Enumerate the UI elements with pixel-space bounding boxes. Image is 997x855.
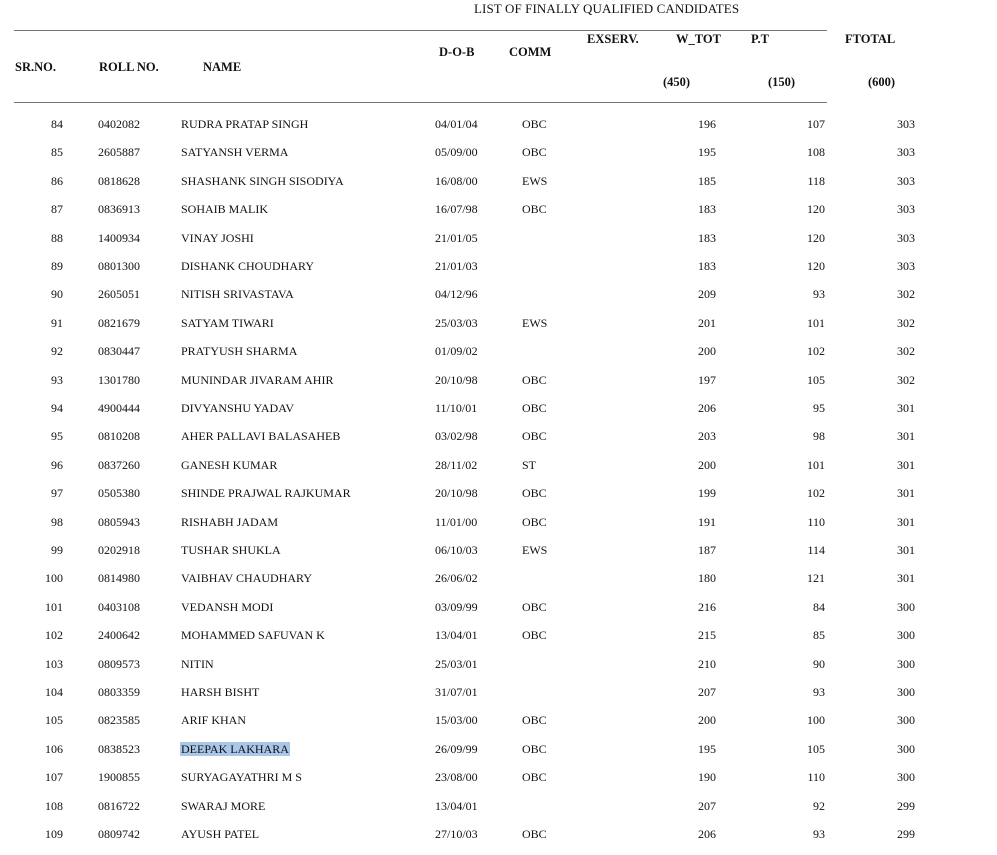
cell-sr-no: 100 [45, 571, 63, 586]
cell-name: TUSHAR SHUKLA [181, 543, 281, 557]
cell-pt: 101 [807, 457, 825, 472]
header-pt: P.T [751, 32, 769, 46]
cell-name: SHASHANK SINGH SISODIYA [181, 173, 344, 188]
cell-dob: 26/06/02 [435, 571, 478, 586]
cell-dob: 16/07/98 [435, 202, 478, 217]
cell-ftotal: 302 [897, 372, 915, 387]
cell-ftotal: 300 [897, 685, 915, 699]
cell-dob: 25/03/03 [435, 315, 478, 330]
table-row [0, 174, 997, 202]
cell-comm: OBC [522, 486, 547, 501]
cell-dob: 25/03/01 [435, 656, 478, 671]
cell-pt: 101 [807, 315, 825, 330]
cell-sr-no: 109 [45, 827, 63, 841]
cell-dob: 04/01/04 [435, 117, 478, 131]
cell-pt: 107 [807, 117, 825, 131]
cell-w-tot: 195 [698, 741, 716, 756]
cell-sr-no: 89 [51, 259, 63, 273]
cell-ftotal: 300 [897, 770, 915, 785]
cell-name: VINAY JOSHI [181, 230, 254, 245]
header-sr-no: SR.NO. [15, 60, 56, 74]
cell-dob: 20/10/98 [435, 486, 478, 501]
cell-sr-no: 86 [51, 173, 63, 188]
cell-roll-no: 0821679 [98, 315, 140, 330]
header-w-tot: W_TOT [676, 32, 721, 46]
cell-ftotal: 302 [897, 344, 915, 359]
cell-w-tot: 216 [698, 599, 716, 614]
cell-pt: 120 [807, 259, 825, 273]
cell-ftotal: 300 [897, 628, 915, 643]
cell-dob: 16/08/00 [435, 173, 478, 188]
cell-sr-no: 96 [51, 457, 63, 472]
table-row [0, 799, 997, 827]
cell-dob: 31/07/01 [435, 685, 478, 699]
cell-ftotal: 300 [897, 713, 915, 728]
cell-ftotal: 301 [897, 571, 915, 586]
table-row [0, 486, 997, 514]
table-row [0, 373, 997, 401]
page-title: LIST OF FINALLY QUALIFIED CANDIDATES [474, 1, 740, 16]
cell-w-tot: 180 [698, 571, 716, 586]
cell-ftotal: 301 [897, 514, 915, 529]
cell-sr-no: 88 [51, 230, 63, 245]
cell-roll-no: 0814980 [98, 571, 140, 586]
cell-w-tot: 215 [698, 628, 716, 643]
cell-name: SOHAIB MALIK [181, 202, 268, 217]
cell-w-tot: 183 [698, 230, 716, 245]
cell-sr-no: 103 [45, 656, 63, 671]
cell-comm: OBC [522, 827, 547, 841]
cell-dob: 20/10/98 [435, 372, 478, 387]
cell-pt: 93 [813, 685, 825, 699]
table-row [0, 742, 997, 770]
header-pt-max: (150) [768, 75, 796, 89]
cell-pt: 120 [807, 230, 825, 245]
cell-comm: OBC [522, 713, 547, 728]
cell-comm: EWS [522, 315, 548, 330]
cell-ftotal: 303 [897, 230, 915, 245]
header-exserv: EXSERV. [587, 32, 639, 46]
cell-w-tot: 201 [698, 315, 716, 330]
cell-dob: 26/09/99 [435, 741, 478, 756]
cell-pt: 120 [807, 202, 825, 217]
cell-name: VAIBHAV CHAUDHARY [181, 571, 313, 586]
cell-roll-no: 0803359 [98, 685, 140, 699]
header-ftotal: FTOTAL [845, 32, 896, 46]
cell-comm: OBC [522, 770, 547, 785]
cell-ftotal: 301 [897, 429, 915, 444]
cell-w-tot: 200 [698, 457, 716, 472]
cell-name: SWARAJ MORE [181, 798, 266, 813]
cell-sr-no: 108 [45, 798, 63, 813]
cell-pt: 114 [807, 543, 825, 557]
cell-sr-no: 84 [51, 117, 63, 131]
header-name: NAME [203, 60, 242, 74]
cell-name: NITIN [181, 656, 214, 671]
table-row [0, 316, 997, 344]
cell-w-tot: 203 [698, 429, 716, 444]
cell-comm: EWS [522, 173, 548, 188]
cell-pt: 102 [807, 344, 825, 359]
table-row [0, 827, 997, 855]
cell-name: AYUSH PATEL [181, 827, 260, 841]
cell-comm: OBC [522, 514, 547, 529]
cell-pt: 93 [813, 287, 825, 302]
cell-w-tot: 206 [698, 401, 716, 415]
table-row [0, 458, 997, 486]
cell-w-tot: 196 [698, 117, 716, 131]
cell-comm: OBC [522, 145, 547, 160]
cell-dob: 01/09/02 [435, 344, 478, 359]
cell-w-tot: 187 [698, 543, 716, 557]
cell-comm: EWS [522, 543, 548, 557]
cell-pt: 92 [813, 798, 825, 813]
cell-sr-no: 87 [51, 202, 63, 217]
cell-pt: 95 [813, 401, 825, 415]
cell-name [181, 742, 290, 757]
cell-pt: 85 [813, 628, 825, 643]
cell-ftotal: 303 [897, 173, 915, 188]
cell-name: SATYAM TIWARI [181, 315, 274, 330]
cell-pt: 93 [813, 827, 825, 841]
cell-roll-no: 0823585 [98, 713, 140, 728]
cell-w-tot: 209 [698, 287, 716, 302]
cell-comm: OBC [522, 599, 547, 614]
cell-name: HARSH BISHT [181, 685, 260, 699]
cell-ftotal: 301 [897, 543, 915, 557]
cell-ftotal: 301 [897, 401, 915, 415]
cell-comm: OBC [522, 117, 547, 131]
cell-roll-no: 1301780 [98, 372, 140, 387]
cell-roll-no: 0818628 [98, 173, 140, 188]
cell-roll-no: 0202918 [98, 543, 140, 557]
cell-name: NITISH SRIVASTAVA [181, 287, 294, 302]
cell-pt: 98 [813, 429, 825, 444]
cell-dob: 28/11/02 [435, 457, 478, 472]
table-row [0, 145, 997, 173]
cell-pt: 102 [807, 486, 825, 501]
cell-dob: 03/09/99 [435, 599, 478, 614]
cell-roll-no: 0403108 [98, 599, 140, 614]
cell-ftotal: 302 [897, 315, 915, 330]
cell-comm: OBC [522, 202, 547, 217]
cell-name: SATYANSH VERMA [181, 145, 289, 160]
cell-sr-no: 91 [51, 315, 63, 330]
cell-roll-no: 0505380 [98, 486, 140, 501]
table-row [0, 657, 997, 685]
cell-roll-no: 2400642 [98, 628, 140, 643]
cell-w-tot: 207 [698, 798, 716, 813]
cell-dob: 05/09/00 [435, 145, 478, 160]
cell-sr-no: 106 [45, 741, 63, 756]
cell-w-tot: 206 [698, 827, 716, 841]
table-row [0, 202, 997, 230]
cell-sr-no: 107 [45, 770, 63, 785]
cell-sr-no: 85 [51, 145, 63, 160]
cell-sr-no: 94 [51, 401, 63, 415]
cell-ftotal: 300 [897, 599, 915, 614]
header-comm: COMM [509, 45, 552, 59]
cell-sr-no: 93 [51, 372, 63, 387]
header-w-tot-max: (450) [663, 75, 691, 89]
cell-dob: 11/01/00 [435, 514, 478, 529]
table-row [0, 571, 997, 599]
cell-sr-no: 102 [45, 628, 63, 643]
cell-ftotal: 303 [897, 117, 915, 131]
cell-name: GANESH KUMAR [181, 457, 278, 472]
cell-roll-no: 4900444 [98, 401, 140, 415]
cell-pt: 108 [807, 145, 825, 160]
cell-dob: 13/04/01 [435, 798, 478, 813]
cell-name: MOHAMMED SAFUVAN K [181, 628, 325, 643]
header-dob: D-O-B [439, 45, 475, 59]
cell-name: SURYAGAYATHRI M S [181, 770, 302, 785]
cell-roll-no: 0816722 [98, 798, 140, 813]
table-row [0, 344, 997, 372]
cell-roll-no: 1900855 [98, 770, 140, 785]
table-row [0, 628, 997, 656]
table-row [0, 401, 997, 429]
table-row [0, 770, 997, 798]
cell-roll-no: 1400934 [98, 230, 140, 245]
cell-roll-no: 0837260 [98, 457, 140, 472]
cell-w-tot: 199 [698, 486, 716, 501]
cell-roll-no: 0838523 [98, 741, 140, 756]
cell-dob: 27/10/03 [435, 827, 478, 841]
cell-sr-no: 90 [51, 287, 63, 302]
cell-name: RISHABH JADAM [181, 514, 279, 529]
cell-ftotal: 303 [897, 202, 915, 217]
cell-sr-no: 92 [51, 344, 63, 359]
header-bottom-rule [14, 102, 827, 103]
cell-roll-no: 0809742 [98, 827, 140, 841]
cell-pt: 110 [807, 770, 825, 785]
cell-w-tot: 183 [698, 202, 716, 217]
table-row [0, 429, 997, 457]
cell-ftotal: 299 [897, 798, 915, 813]
cell-roll-no: 0836913 [98, 202, 140, 217]
cell-roll-no: 2605887 [98, 145, 140, 160]
table-row [0, 685, 997, 713]
cell-name: RUDRA PRATAP SINGH [181, 117, 309, 131]
cell-pt: 121 [807, 571, 825, 586]
cell-sr-no: 99 [51, 543, 63, 557]
cell-dob: 23/08/00 [435, 770, 478, 785]
cell-ftotal: 303 [897, 145, 915, 160]
cell-dob: 15/03/00 [435, 713, 478, 728]
cell-roll-no: 0830447 [98, 344, 140, 359]
table-row [0, 231, 997, 259]
highlighted-name: DEEPAK LAKHARA [181, 741, 289, 756]
cell-name: MUNINDAR JIVARAM AHIR [181, 372, 334, 387]
cell-sr-no: 98 [51, 514, 63, 529]
cell-pt: 105 [807, 741, 825, 756]
table-row [0, 117, 997, 145]
cell-w-tot: 195 [698, 145, 716, 160]
cell-dob: 11/10/01 [435, 401, 478, 415]
table-row [0, 600, 997, 628]
cell-w-tot: 190 [698, 770, 716, 785]
header-top-rule [14, 30, 827, 31]
cell-w-tot: 197 [698, 372, 716, 387]
table-row [0, 543, 997, 571]
cell-sr-no: 97 [51, 486, 63, 501]
cell-dob: 04/12/96 [435, 287, 478, 302]
table-row [0, 259, 997, 287]
cell-roll-no: 2605051 [98, 287, 140, 302]
cell-dob: 21/01/03 [435, 259, 478, 273]
cell-roll-no: 0805943 [98, 514, 140, 529]
cell-w-tot: 191 [698, 514, 716, 529]
cell-pt: 118 [807, 173, 825, 188]
table-row [0, 713, 997, 741]
cell-roll-no: 0402082 [98, 117, 140, 131]
cell-ftotal: 301 [897, 486, 915, 501]
cell-sr-no: 95 [51, 429, 63, 444]
cell-ftotal: 300 [897, 656, 915, 671]
cell-roll-no: 0810208 [98, 429, 140, 444]
cell-w-tot: 185 [698, 173, 716, 188]
cell-sr-no: 105 [45, 713, 63, 728]
cell-w-tot: 183 [698, 259, 716, 273]
cell-ftotal: 299 [897, 827, 915, 841]
table-row [0, 515, 997, 543]
cell-w-tot: 200 [698, 713, 716, 728]
cell-comm: OBC [522, 429, 547, 444]
cell-ftotal: 301 [897, 457, 915, 472]
cell-comm: OBC [522, 628, 547, 643]
cell-dob: 06/10/03 [435, 543, 478, 557]
cell-name: DIVYANSHU YADAV [181, 401, 295, 415]
table-row [0, 287, 997, 315]
cell-comm: ST [522, 457, 537, 472]
cell-name: VEDANSH MODI [181, 599, 274, 614]
cell-name: PRATYUSH SHARMA [181, 344, 298, 359]
cell-pt: 90 [813, 656, 825, 671]
cell-name: AHER PALLAVI BALASAHEB [181, 429, 341, 444]
cell-sr-no: 101 [45, 599, 63, 614]
header-roll-no: ROLL NO. [99, 60, 159, 74]
cell-ftotal: 303 [897, 259, 915, 273]
cell-dob: 13/04/01 [435, 628, 478, 643]
cell-pt: 105 [807, 372, 825, 387]
cell-comm: OBC [522, 372, 547, 387]
cell-name: DISHANK CHOUDHARY [181, 259, 315, 273]
cell-w-tot: 200 [698, 344, 716, 359]
cell-w-tot: 210 [698, 656, 716, 671]
cell-name: ARIF KHAN [181, 713, 247, 728]
cell-sr-no: 104 [45, 685, 63, 699]
header-ftotal-max: (600) [868, 75, 896, 89]
cell-pt: 110 [807, 514, 825, 529]
cell-pt: 100 [807, 713, 825, 728]
cell-roll-no: 0801300 [98, 259, 140, 273]
cell-comm: OBC [522, 401, 547, 415]
cell-comm: OBC [522, 741, 547, 756]
cell-w-tot: 207 [698, 685, 716, 699]
cell-ftotal: 300 [897, 741, 915, 756]
cell-ftotal: 302 [897, 287, 915, 302]
cell-dob: 21/01/05 [435, 230, 478, 245]
cell-roll-no: 0809573 [98, 656, 140, 671]
cell-name: SHINDE PRAJWAL RAJKUMAR [181, 486, 351, 501]
cell-dob: 03/02/98 [435, 429, 478, 444]
cell-pt: 84 [813, 599, 825, 614]
